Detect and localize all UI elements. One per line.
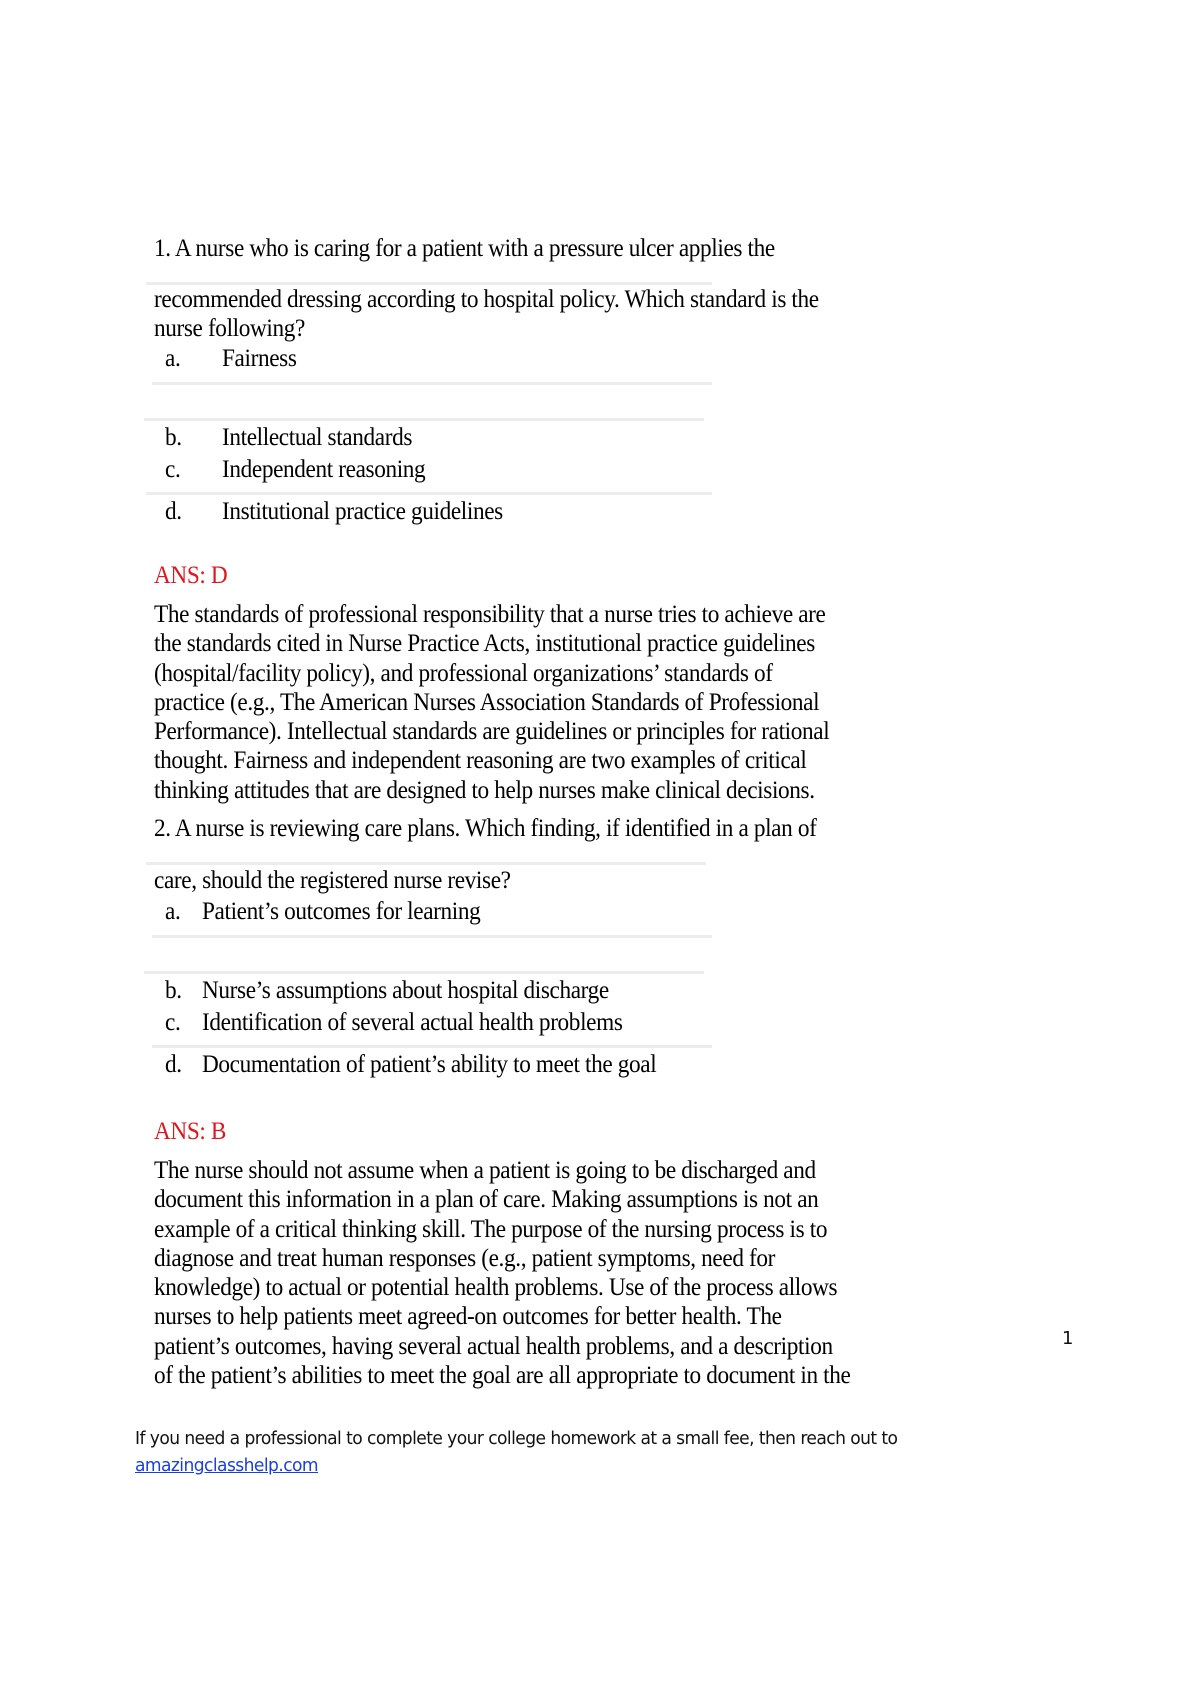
question-1-stem-line-1: 1. A nurse who is caring for a patient with a pressure ulcer applies the — [154, 235, 775, 262]
rationale-line: of the patient’s abilities to meet the goal are all appropriate to document in the — [154, 1362, 851, 1390]
divider — [144, 418, 704, 421]
divider — [146, 862, 706, 865]
question-2-stem-line-1: 2. A nurse is reviewing care plans. Which finding, if identified in a plan of — [154, 815, 817, 842]
question-1-stem-line-3: nurse following? — [154, 315, 305, 342]
option-letter: b. — [165, 424, 182, 451]
question-2-rationale — [154, 1156, 1054, 1390]
option-text: Intellectual standards — [222, 424, 413, 451]
option-text: Identification of several actual health problems — [202, 1009, 623, 1036]
footer-text: If you need a professional to complete your college homework at a small fee, then reach out to — [135, 1428, 898, 1449]
option-letter: d. — [165, 498, 182, 525]
rationale-line: the standards cited in Nurse Practice Acts, institutional practice guidelines — [154, 630, 815, 658]
page-number: 1 — [1062, 1328, 1074, 1349]
option-letter: a. — [165, 345, 181, 372]
option-text: Institutional practice guidelines — [222, 498, 503, 525]
rationale-line: diagnose and treat human responses (e.g., patient symptoms, need for — [154, 1244, 776, 1272]
question-1-stem-line-2: recommended dressing according to hospital policy. Which standard is the — [154, 286, 819, 313]
option-text: Independent reasoning — [222, 456, 426, 483]
rationale-line: practice (e.g., The American Nurses Association Standards of Professional — [154, 688, 820, 716]
rationale-line: knowledge) to actual or potential health problems. Use of the process allows — [154, 1274, 838, 1302]
option-letter: c. — [165, 456, 181, 483]
divider — [152, 935, 712, 938]
option-letter: b. — [165, 977, 182, 1004]
question-2-answer: ANS: B — [154, 1118, 227, 1145]
rationale-line: document this information in a plan of care. Making assumptions is not an — [154, 1186, 819, 1214]
rationale-line: (hospital/facility policy), and professional organizations’ standards of — [154, 659, 773, 687]
option-text: Documentation of patient’s ability to meet the goal — [202, 1051, 657, 1078]
option-letter: d. — [165, 1051, 182, 1078]
option-text: Patient’s outcomes for learning — [202, 898, 481, 925]
option-letter: c. — [165, 1009, 181, 1036]
rationale-line: The standards of professional responsibility that a nurse tries to achieve are — [154, 601, 826, 628]
divider — [152, 382, 712, 385]
question-1-rationale — [154, 600, 1054, 805]
divider — [144, 971, 704, 974]
footer-link[interactable]: amazingclasshelp.com — [135, 1455, 319, 1476]
option-letter: a. — [165, 898, 181, 925]
divider — [146, 492, 712, 495]
rationale-line: example of a critical thinking skill. The purpose of the nursing process is to — [154, 1215, 828, 1243]
rationale-line: thought. Fairness and independent reasoning are two examples of critical — [154, 747, 807, 775]
question-1-answer: ANS: D — [154, 562, 228, 589]
rationale-line: nurses to help patients meet agreed-on outcomes for better health. The — [154, 1303, 782, 1331]
rationale-line: The nurse should not assume when a patient is going to be discharged and — [154, 1157, 816, 1184]
rationale-line: Performance). Intellectual standards are guidelines or principles for rational — [154, 718, 830, 746]
option-text: Fairness — [222, 345, 297, 372]
rationale-line: thinking attitudes that are designed to help nurses make clinical decisions. — [154, 776, 815, 804]
divider — [152, 1045, 712, 1048]
option-text: Nurse’s assumptions about hospital discharge — [202, 977, 609, 1004]
question-2-stem-line-2: care, should the registered nurse revise? — [154, 867, 511, 894]
rationale-line: patient’s outcomes, having several actual health problems, and a description — [154, 1332, 833, 1360]
